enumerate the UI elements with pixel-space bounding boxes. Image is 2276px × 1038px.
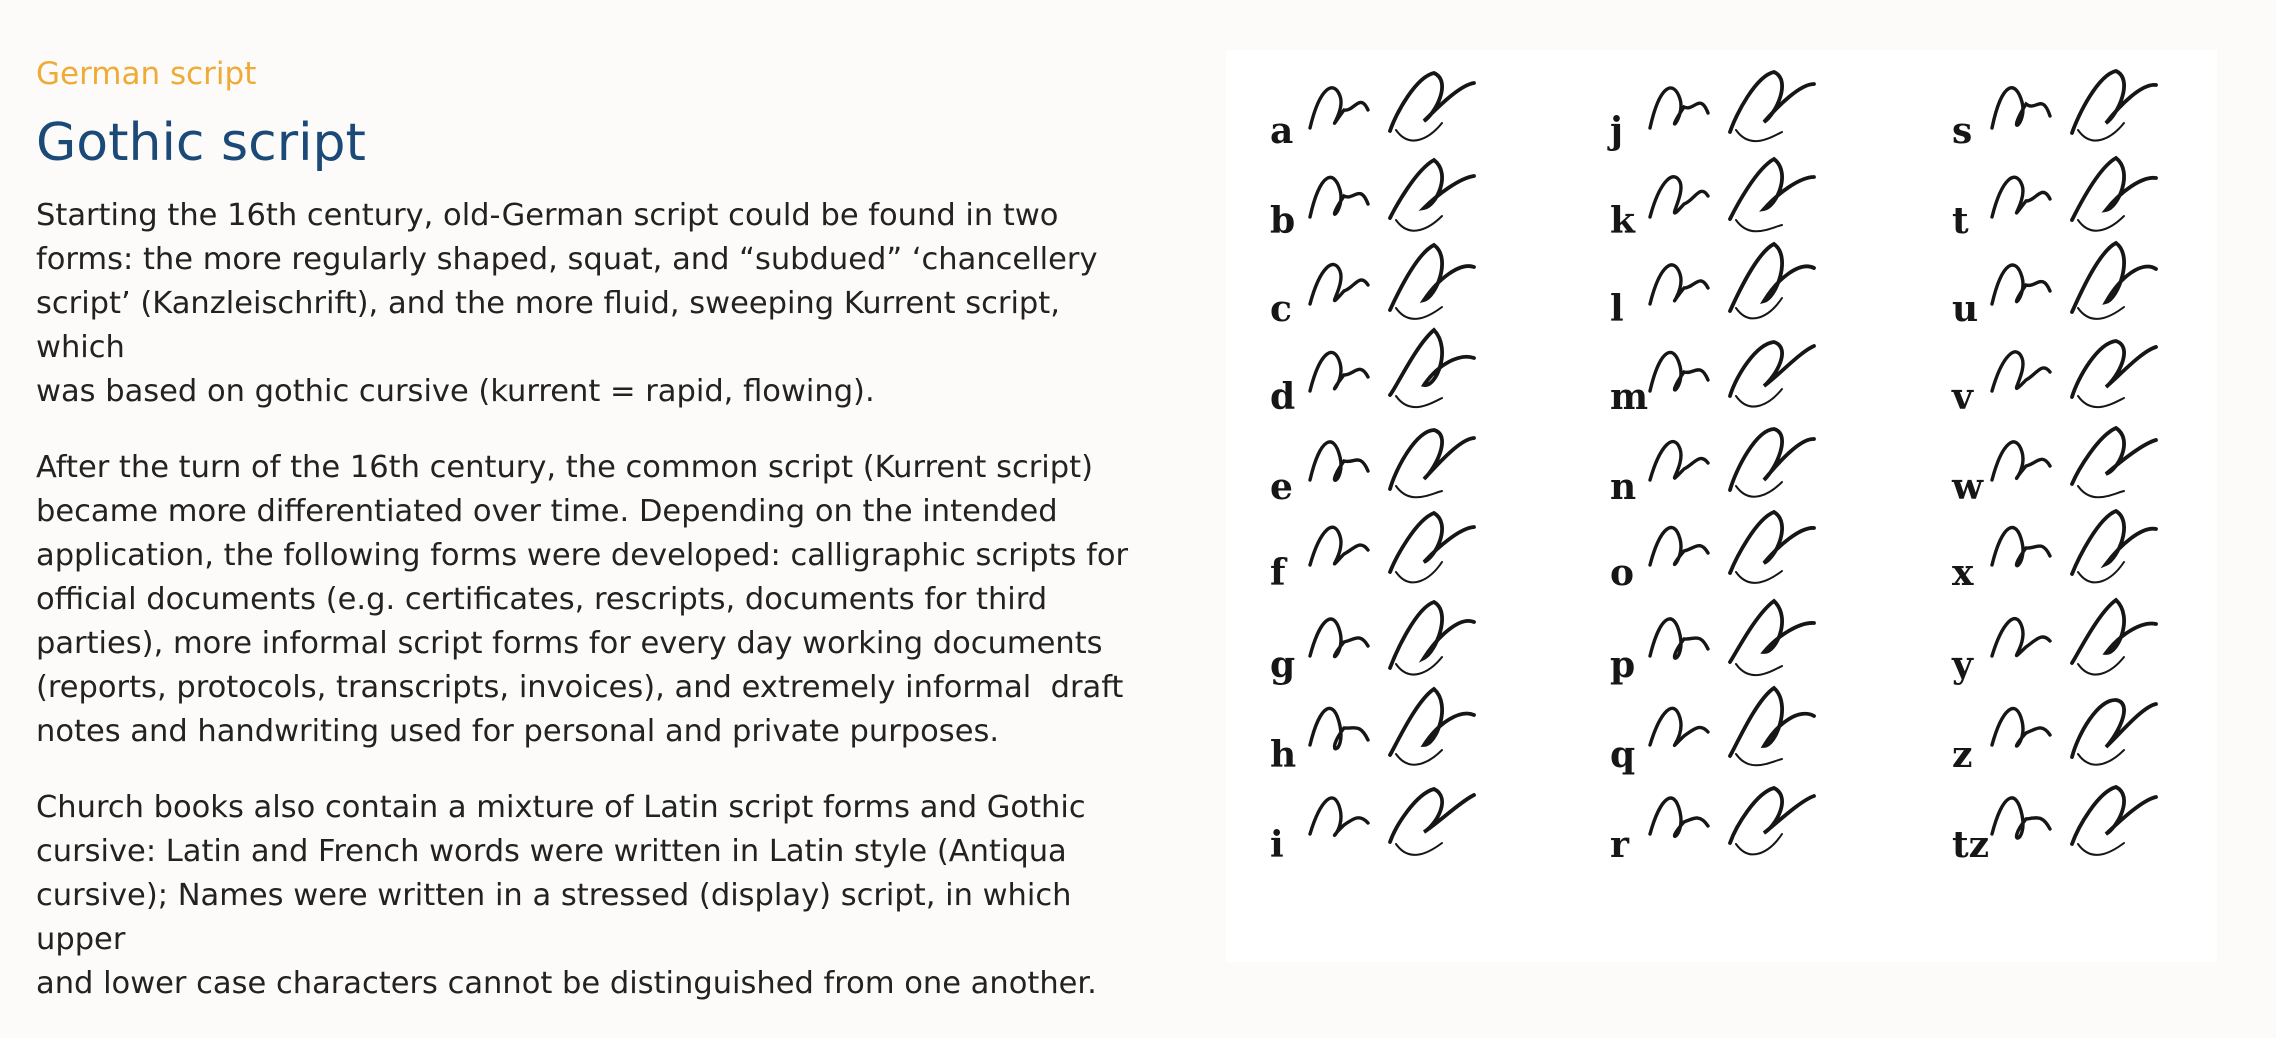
paragraph-3: Church books also contain a mixture of Latin script forms and Gothic cursive: Latin and French words were written in Latin style (Antiqua cursive); Names were written in a stressed (display) script, in which upper and lower case characters cannot be distinguished from one another. [36,790,1097,1001]
lowercase-kurrent-stroke [1650,527,1708,565]
lowercase-kurrent-stroke [1650,265,1708,304]
lowercase-kurrent-stroke [1992,442,2050,480]
lowercase-kurrent-stroke [1992,177,2050,217]
lowercase-kurrent-stroke [1650,352,1708,391]
latin-letter: x [1952,552,1974,594]
kurrent-glyph-icon [1310,614,1510,704]
flourish-stroke [1396,562,1442,582]
flourish-stroke [1736,130,1782,141]
latin-letter: j [1610,110,1624,152]
kurrent-alphabet-image [1226,50,2217,962]
paragraph-1: Starting the 16th century, old-German script could be found in two forms: the more regularly shaped, squat, and “subdued” ‘chancellery script’ (Kanzleischrift), and the more fluid, sweeping Kurrent script, which was based on gothic cursive (kurrent = rapid, flowing). [36,198,1098,409]
kurrent-glyph-icon [1310,170,1510,260]
latin-letter: b [1270,200,1296,242]
kurrent-glyph-icon [1310,704,1510,794]
lowercase-kurrent-stroke [1650,798,1708,836]
kurrent-glyph-icon [1310,346,1510,436]
latin-letter: v [1952,376,1973,418]
latin-letter: o [1610,552,1635,594]
latin-letter: s [1952,110,1973,152]
kurrent-glyph-icon [1650,522,1850,612]
lowercase-kurrent-stroke [1650,442,1708,480]
latin-letter: i [1270,824,1284,866]
article-content [36,52,1136,1038]
lowercase-kurrent-stroke [1310,265,1368,304]
uppercase-kurrent-stroke [2072,787,2156,844]
kurrent-glyph-icon [1650,436,1850,526]
uppercase-kurrent-stroke [1390,513,1474,572]
latin-letter: d [1270,376,1296,418]
lowercase-kurrent-stroke [1992,88,2050,128]
uppercase-kurrent-stroke [1730,788,1814,843]
flourish-stroke [2078,657,2124,675]
lowercase-kurrent-stroke [1310,442,1368,480]
flourish-stroke [1736,298,1782,318]
flourish-stroke [1736,482,1782,497]
kurrent-glyph-icon [1650,80,1850,170]
uppercase-kurrent-stroke [2072,700,2156,757]
kurrent-glyph-icon [1992,794,2192,884]
latin-letter: z [1952,734,1973,776]
lowercase-kurrent-stroke [1992,798,2050,838]
latin-letter: c [1270,288,1292,330]
lowercase-kurrent-stroke [1310,798,1368,835]
flourish-stroke [1736,571,1782,583]
kurrent-glyph-icon [1992,258,2192,348]
latin-letter: e [1270,466,1293,508]
uppercase-kurrent-stroke [1390,73,1474,131]
flourish-stroke [1736,220,1782,231]
lowercase-kurrent-stroke [1650,88,1708,128]
latin-letter: m [1610,376,1649,418]
latin-letter: tz [1952,824,1990,866]
flourish-stroke [2078,750,2124,765]
lowercase-kurrent-stroke [1310,527,1368,565]
lowercase-kurrent-stroke [1310,88,1368,128]
lowercase-kurrent-stroke [1992,527,2050,565]
kurrent-glyph-icon [1992,170,2192,260]
uppercase-kurrent-stroke [1730,342,1814,396]
uppercase-kurrent-stroke [2072,341,2156,397]
kurrent-glyph-icon [1310,258,1510,348]
kurrent-glyph-icon [1992,80,2192,170]
flourish-stroke [2078,396,2124,407]
flourish-stroke [1396,307,1442,319]
uppercase-kurrent-stroke [2072,428,2156,484]
latin-letter: g [1270,644,1296,686]
kurrent-glyph-icon [1650,258,1850,348]
flourish-stroke [2078,216,2124,231]
uppercase-kurrent-stroke [2072,71,2156,133]
latin-letter: f [1270,552,1286,594]
lowercase-kurrent-stroke [1310,177,1368,217]
kurrent-glyph-icon [1992,704,2192,794]
kurrent-glyph-icon [1650,170,1850,260]
flourish-stroke [2078,486,2124,497]
kurrent-glyph-icon [1992,614,2192,704]
uppercase-kurrent-stroke [1730,429,1814,490]
flourish-stroke [2078,562,2124,582]
kurrent-glyph-icon [1650,614,1850,704]
flourish-stroke [1736,754,1782,765]
lowercase-kurrent-stroke [1992,265,2050,304]
lowercase-kurrent-stroke [1310,352,1368,391]
flourish-stroke [1396,843,1442,855]
uppercase-kurrent-stroke [1390,789,1474,842]
latin-letter: r [1610,824,1629,866]
flourish-stroke [1396,750,1442,765]
latin-letter: a [1270,110,1294,152]
flourish-stroke [2078,843,2124,855]
kurrent-glyph-icon [1992,346,2192,436]
lowercase-kurrent-stroke [1650,619,1708,658]
latin-letter: w [1952,466,1983,508]
lowercase-kurrent-stroke [1992,352,2050,391]
kurrent-glyph-icon [1650,704,1850,794]
lowercase-kurrent-stroke [1992,619,2050,656]
uppercase-kurrent-stroke [1730,512,1814,573]
paragraph-2: After the turn of the 16th century, the common script (Kurrent script) became more differentiated over time. Depending on the intended application, the following forms were developed: calligraphic scripts for official documents (e.g. certificates, rescripts, documents for third parties), more informal script forms for every day working documents (reports, protocols, transcripts, invoices), and extremely informal draft notes and handwriting used for personal and private purposes. [36,450,1129,749]
flourish-stroke [1396,657,1442,675]
kurrent-glyph-icon [1650,346,1850,436]
latin-letter: k [1610,200,1635,242]
kurrent-glyph-icon [1310,522,1510,612]
section-eyebrow: German script [36,56,257,92]
kurrent-glyph-icon [1310,80,1510,170]
kurrent-glyph-icon [1650,794,1850,884]
flourish-stroke [2078,307,2124,319]
lowercase-kurrent-stroke [1310,619,1368,657]
page-title: Gothic script [36,113,366,173]
kurrent-glyph-icon [1310,436,1510,526]
uppercase-kurrent-stroke [1730,72,1814,132]
flourish-stroke [1736,389,1782,407]
kurrent-glyph-icon [1992,522,2192,612]
lowercase-kurrent-stroke [1650,708,1708,745]
flourish-stroke [1396,123,1442,141]
latin-letter: t [1952,200,1969,242]
latin-letter: h [1270,734,1297,776]
flourish-stroke [1736,664,1782,675]
latin-letter: y [1952,644,1973,686]
latin-letter: u [1952,288,1979,330]
flourish-stroke [1736,834,1782,854]
lowercase-kurrent-stroke [1992,709,2050,747]
latin-letter: l [1610,288,1624,330]
flourish-stroke [1396,396,1442,407]
latin-letter: q [1610,734,1636,776]
uppercase-kurrent-stroke [1390,430,1474,489]
flourish-stroke [2078,123,2124,141]
latin-letter: n [1610,466,1637,508]
kurrent-glyph-icon [1310,794,1510,884]
flourish-stroke [1396,216,1442,231]
kurrent-glyph-icon [1992,436,2192,526]
flourish-stroke [1396,486,1442,497]
lowercase-kurrent-stroke [1310,708,1368,748]
latin-letter: p [1610,644,1636,686]
lowercase-kurrent-stroke [1650,177,1708,217]
